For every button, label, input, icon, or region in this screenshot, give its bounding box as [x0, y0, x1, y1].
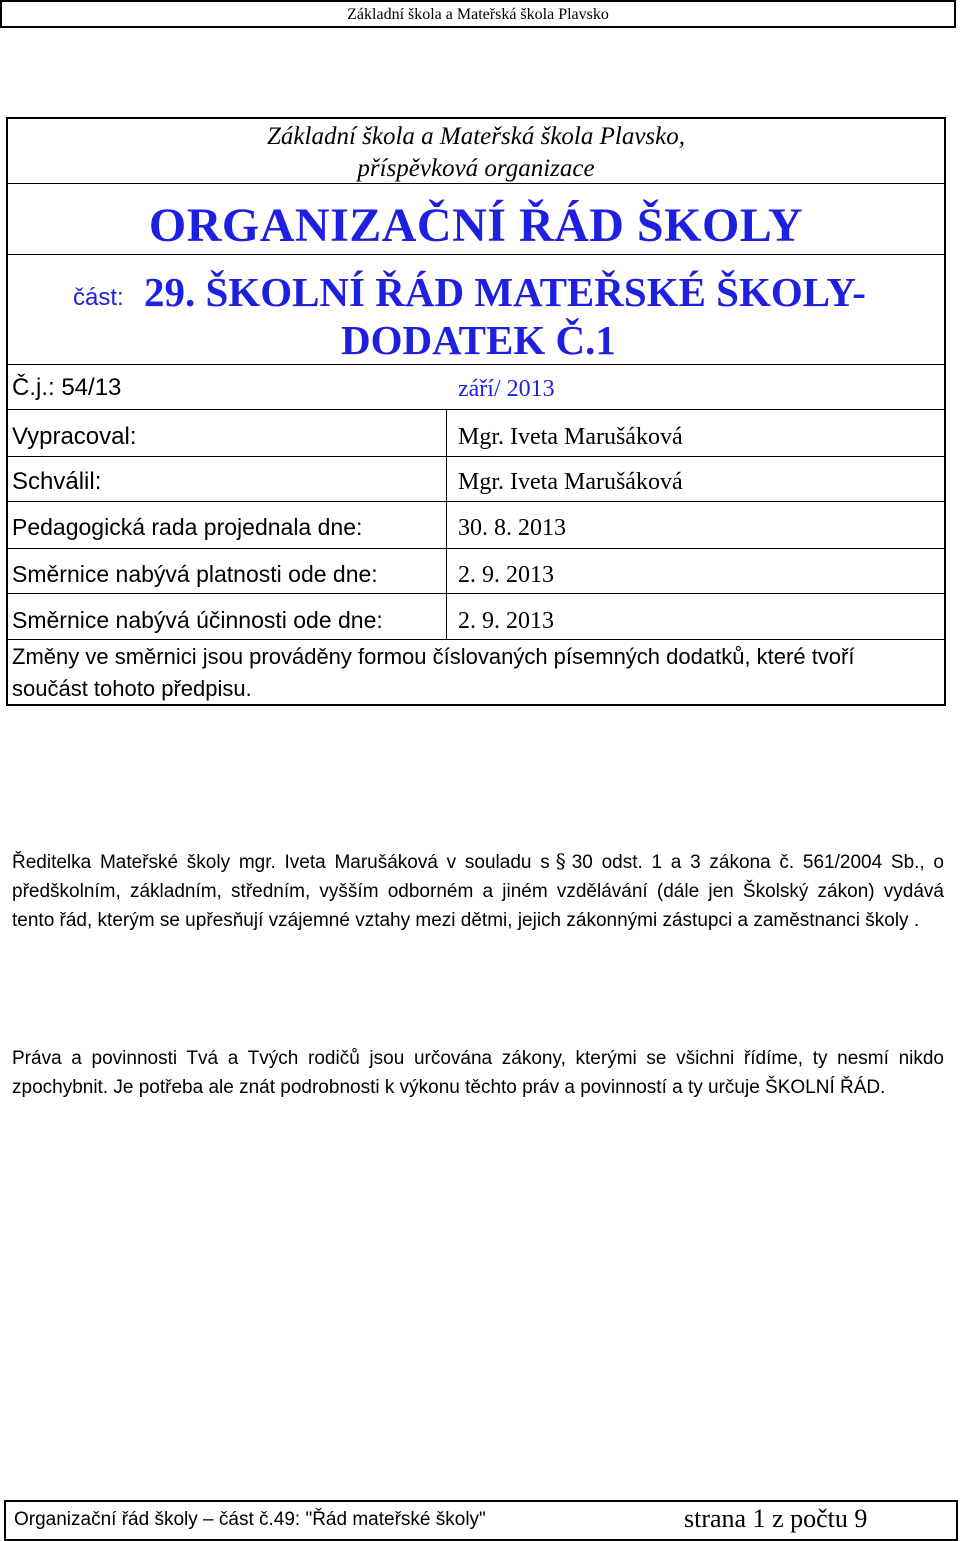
council-date-value: 30. 8. 2013	[458, 515, 566, 541]
rights-paragraph: Práva a povinnosti Tvá a Tvých rodičů jsou určována zákony, kterými se všichni řídíme, ty nesmí nikdo zpochybnit. Je potřeba ale znát podrobnosti k výkonu těchto práv a povinností a ty určuje ŠKOLNÍ ŘÁD.	[12, 1048, 944, 1098]
divider	[8, 548, 944, 549]
council-date-label: Pedagogická rada projednala dne:	[12, 514, 363, 540]
divider	[8, 364, 944, 365]
approved-by-label: Schválil:	[12, 468, 102, 495]
effect-date-label: Směrnice nabývá účinnosti ode dne:	[12, 607, 383, 633]
organization-name-line2: příspěvková organizace	[357, 155, 595, 182]
validity-date-value: 2. 9. 2013	[458, 562, 554, 588]
prepared-by-label: Vypracoval:	[12, 423, 137, 450]
divider	[8, 501, 944, 502]
divider	[8, 639, 944, 640]
page-footer	[4, 1500, 958, 1541]
page-header	[0, 0, 956, 28]
document-title: ORGANIZAČNÍ ŘÁD ŠKOLY	[148, 199, 804, 252]
document-info-box	[6, 117, 946, 706]
column-divider	[446, 593, 447, 639]
amendments-notice: Změny ve směrnici jsou prováděny formou číslovaných písemných dodatků, které tvoří součást tohoto předpisu.	[12, 644, 855, 701]
column-divider	[446, 409, 447, 593]
footer-document-name: Organizační řád školy – část č.49: "Řád mateřské školy"	[14, 1509, 486, 1530]
section-sign: §	[555, 849, 566, 873]
reference-date: září/ 2013	[458, 376, 555, 402]
header-school-name: Základní škola a Mateřská škola Plavsko	[347, 6, 609, 23]
intro-paragraph	[12, 847, 944, 935]
validity-date-label: Směrnice nabývá platnosti ode dne:	[12, 561, 378, 587]
divider	[8, 254, 944, 255]
part-label: část:	[73, 284, 124, 311]
prepared-by-value: Mgr. Iveta Marušáková	[458, 424, 683, 450]
part-title-line1: 29. ŠKOLNÍ ŘÁD MATEŘSKÉ ŠKOLY-	[144, 269, 866, 315]
intro-text-part2: 30 odst. 1 a 3 zákona č. 561/2004 Sb., o předškolním, základním, středním, vyšším odborném a jiném vzdělávání (dále jen Školský zákon) vydává tento řád, kterým se upřesňují vzájemné vztahy mezi dětmi, jejich zákonnými zástupci a zaměstnanci školy .	[12, 852, 944, 931]
approved-by-value: Mgr. Iveta Marušáková	[458, 469, 683, 495]
footer-page-number: strana 1 z počtu 9	[684, 1504, 868, 1533]
divider	[8, 593, 944, 594]
organization-name-line1: Základní škola a Mateřská škola Plavsko,	[267, 123, 685, 150]
part-title-line2: DODATEK Č.1	[341, 317, 616, 363]
divider	[8, 409, 944, 410]
reference-number: Č.j.: 54/13	[12, 374, 122, 401]
divider	[8, 456, 944, 457]
intro-text-part1: Ředitelka Mateřské školy mgr. Iveta Marušáková v souladu s	[12, 852, 550, 873]
effect-date-value: 2. 9. 2013	[458, 608, 554, 634]
